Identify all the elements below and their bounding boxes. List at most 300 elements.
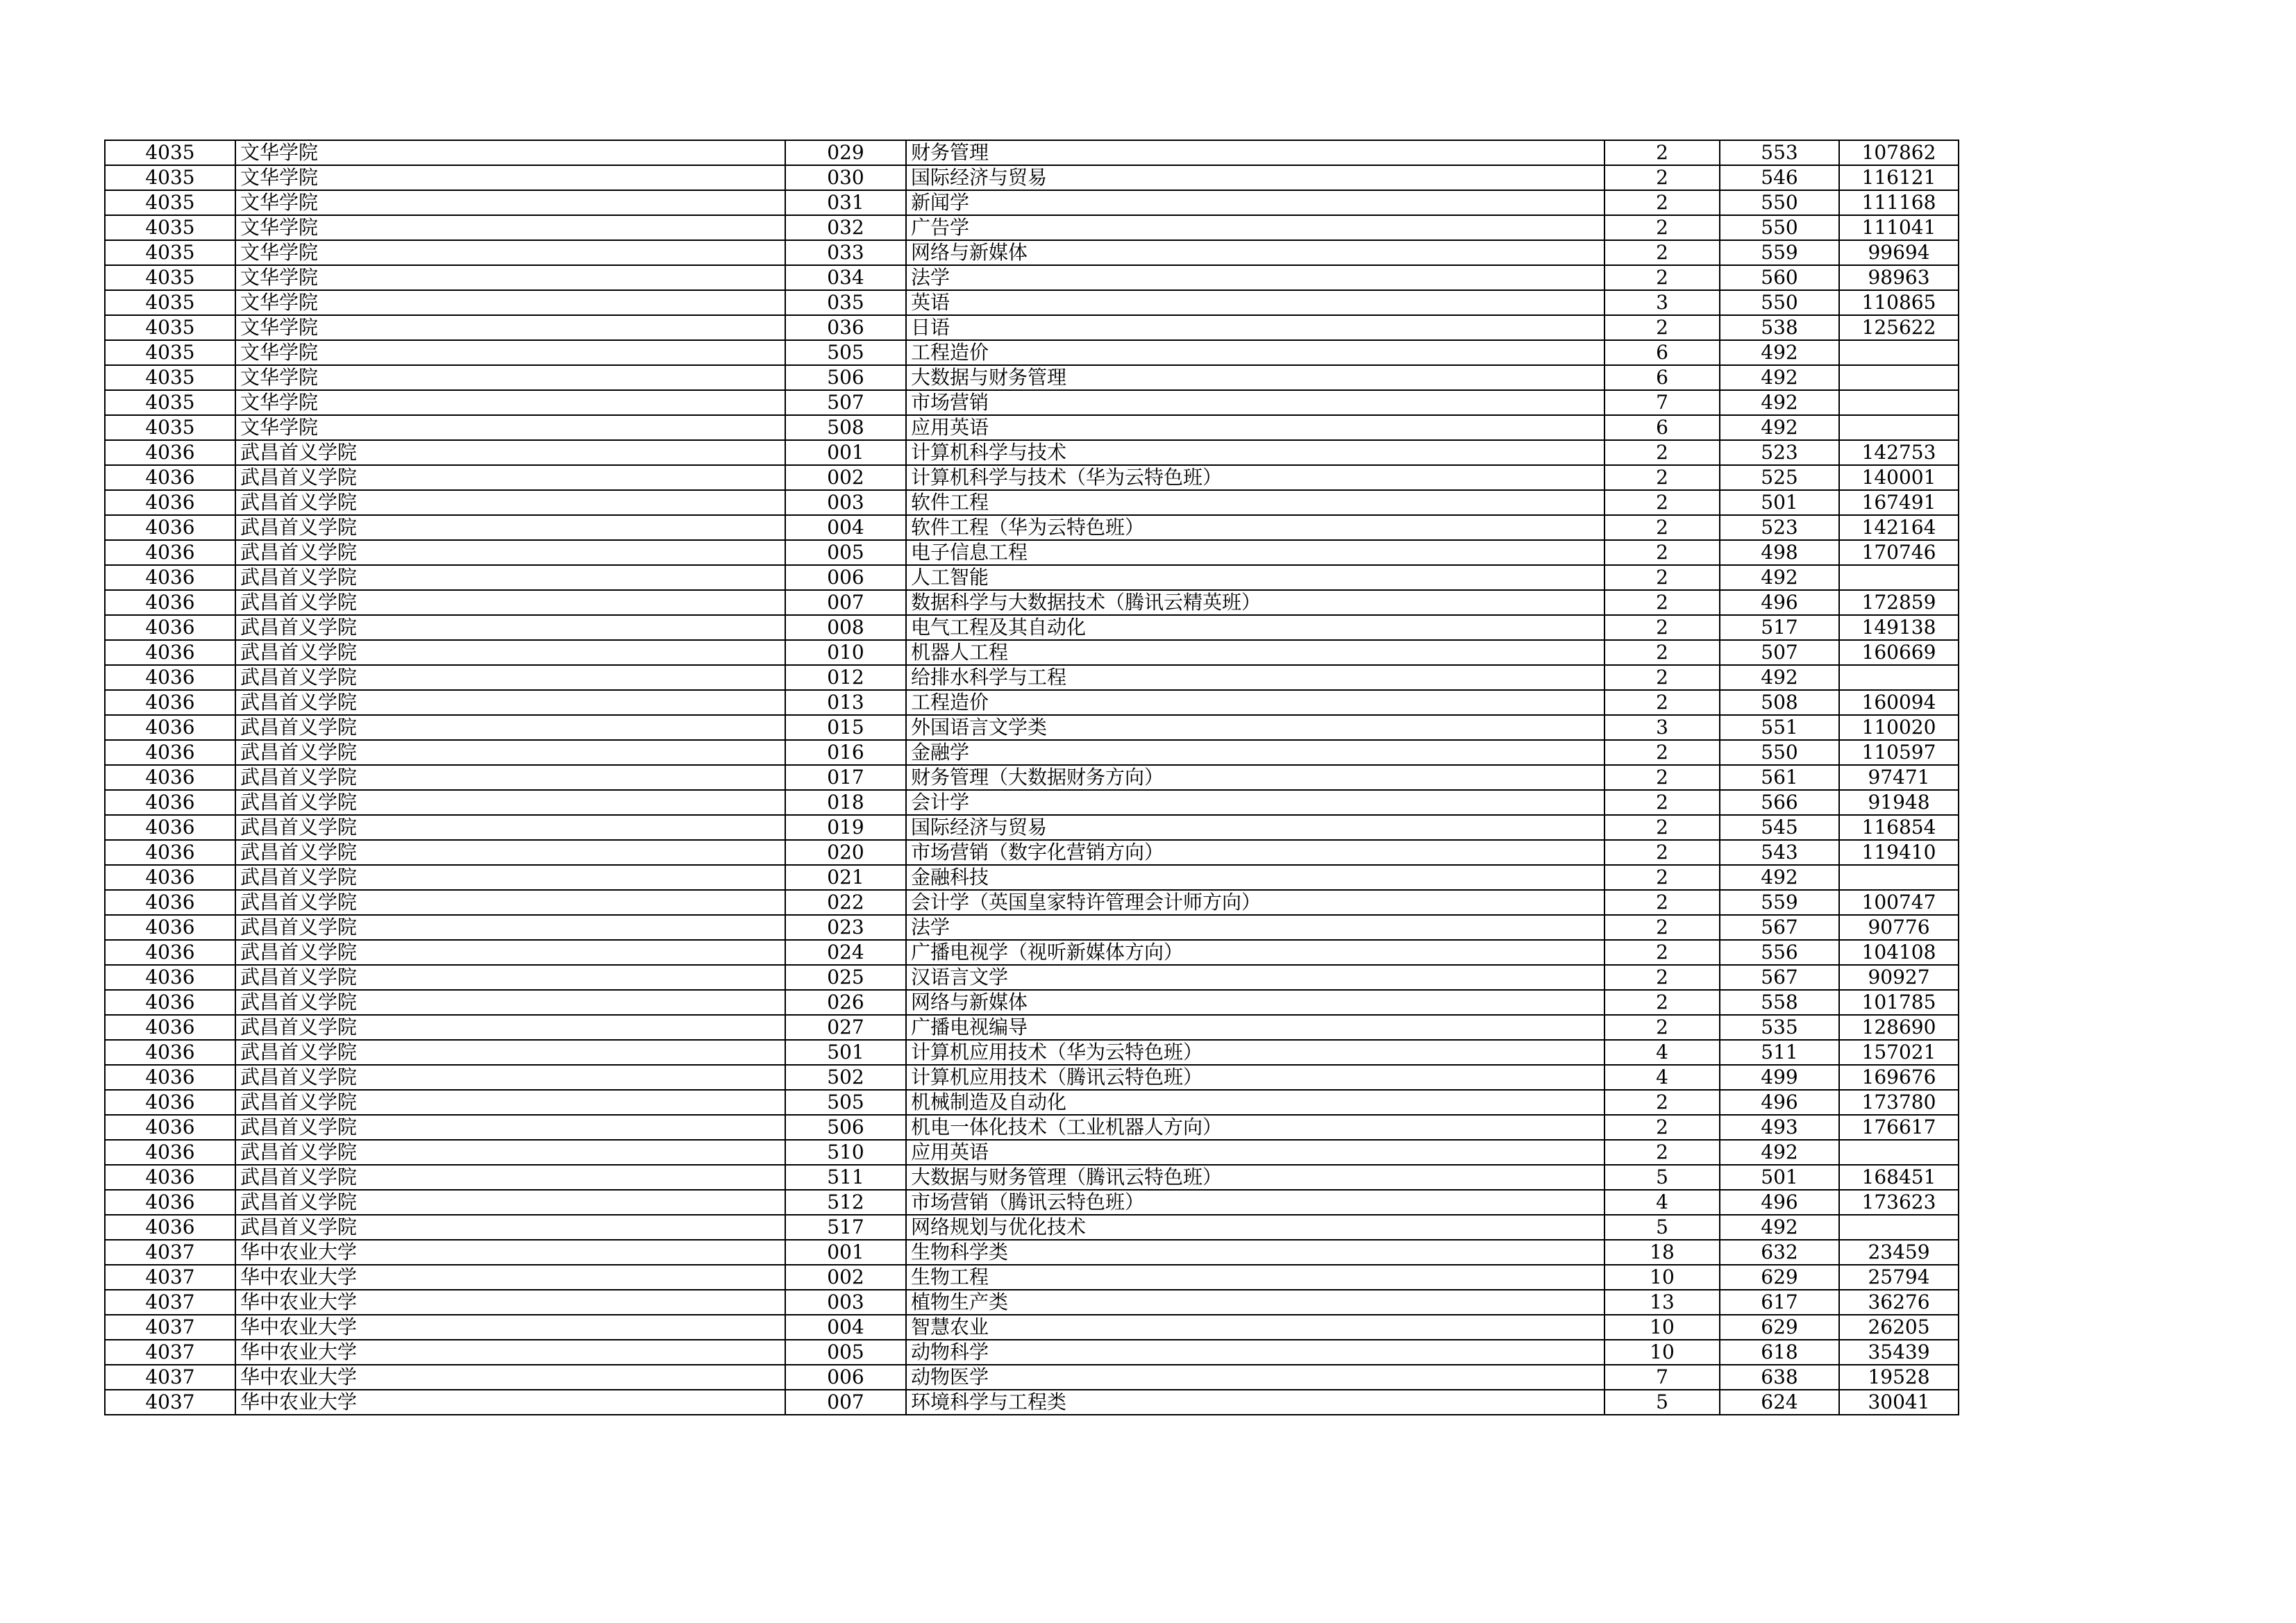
cell-school-name: 武昌首义学院 [235,815,785,840]
cell-major-code: 007 [785,1390,906,1415]
cell-major-name: 智慧农业 [906,1315,1604,1340]
cell-school-name: 华中农业大学 [235,1290,785,1315]
cell-major-name: 计算机应用技术（腾讯云特色班） [906,1065,1604,1090]
cell-plan-count: 2 [1604,590,1720,615]
table-row [105,415,1959,440]
cell-min-score: 561 [1720,765,1839,790]
cell-min-score: 492 [1720,865,1839,890]
cell-school-name: 武昌首义学院 [235,890,785,915]
table-row [105,390,1959,415]
table-row [105,815,1959,840]
cell-min-rank: 160669 [1839,640,1959,665]
cell-school-code: 4035 [105,165,235,190]
cell-min-rank: 111168 [1839,190,1959,215]
cell-plan-count: 6 [1604,340,1720,365]
cell-major-code: 508 [785,415,906,440]
cell-school-name: 武昌首义学院 [235,1065,785,1090]
cell-min-rank [1839,390,1959,415]
cell-plan-count: 2 [1604,1115,1720,1140]
table-row [105,765,1959,790]
cell-school-name: 文华学院 [235,365,785,390]
cell-plan-count: 2 [1604,540,1720,565]
cell-school-name: 华中农业大学 [235,1240,785,1265]
cell-major-name: 广告学 [906,215,1604,240]
cell-major-name: 机械制造及自动化 [906,1090,1604,1115]
cell-min-rank: 101785 [1839,990,1959,1015]
cell-school-code: 4036 [105,715,235,740]
cell-major-code: 517 [785,1215,906,1240]
cell-school-name: 武昌首义学院 [235,765,785,790]
cell-school-code: 4036 [105,765,235,790]
cell-school-code: 4037 [105,1315,235,1340]
cell-major-name: 应用英语 [906,415,1604,440]
cell-plan-count: 2 [1604,240,1720,265]
cell-school-name: 武昌首义学院 [235,740,785,765]
cell-min-rank: 142164 [1839,515,1959,540]
cell-min-score: 629 [1720,1265,1839,1290]
cell-min-score: 638 [1720,1365,1839,1390]
cell-school-code: 4035 [105,240,235,265]
cell-school-name: 武昌首义学院 [235,1040,785,1065]
cell-plan-count: 2 [1604,465,1720,490]
cell-plan-count: 10 [1604,1265,1720,1290]
cell-plan-count: 2 [1604,140,1720,165]
cell-min-score: 496 [1720,1090,1839,1115]
table-row [105,1340,1959,1365]
cell-min-rank: 169676 [1839,1065,1959,1090]
table-body [105,140,1959,1415]
cell-major-code: 004 [785,515,906,540]
cell-major-name: 网络与新媒体 [906,990,1604,1015]
table-row [105,1215,1959,1240]
cell-min-rank: 98963 [1839,265,1959,290]
cell-plan-count: 2 [1604,965,1720,990]
cell-major-name: 网络规划与优化技术 [906,1215,1604,1240]
cell-school-code: 4036 [105,1115,235,1140]
cell-min-score: 551 [1720,715,1839,740]
cell-major-code: 013 [785,690,906,715]
table-row [105,240,1959,265]
cell-major-name: 市场营销（腾讯云特色班） [906,1190,1604,1215]
cell-plan-count: 18 [1604,1240,1720,1265]
cell-min-score: 559 [1720,240,1839,265]
cell-min-score: 567 [1720,915,1839,940]
cell-min-score: 492 [1720,340,1839,365]
cell-major-name: 环境科学与工程类 [906,1390,1604,1415]
cell-major-code: 005 [785,1340,906,1365]
cell-min-score: 550 [1720,190,1839,215]
cell-major-code: 507 [785,390,906,415]
cell-major-name: 网络与新媒体 [906,240,1604,265]
cell-min-score: 546 [1720,165,1839,190]
table-row [105,540,1959,565]
cell-major-name: 法学 [906,915,1604,940]
cell-school-name: 武昌首义学院 [235,490,785,515]
cell-school-code: 4035 [105,340,235,365]
cell-school-code: 4036 [105,940,235,965]
cell-min-score: 629 [1720,1315,1839,1340]
cell-school-code: 4036 [105,1015,235,1040]
cell-school-code: 4036 [105,640,235,665]
cell-min-score: 618 [1720,1340,1839,1365]
cell-school-code: 4037 [105,1340,235,1365]
cell-major-name: 法学 [906,265,1604,290]
cell-plan-count: 2 [1604,765,1720,790]
cell-major-name: 计算机科学与技术 [906,440,1604,465]
cell-school-name: 文华学院 [235,415,785,440]
cell-min-rank: 116854 [1839,815,1959,840]
cell-school-name: 华中农业大学 [235,1315,785,1340]
cell-major-code: 506 [785,1115,906,1140]
cell-major-code: 026 [785,990,906,1015]
cell-plan-count: 7 [1604,390,1720,415]
table-row [105,265,1959,290]
cell-major-code: 505 [785,1090,906,1115]
cell-major-name: 新闻学 [906,190,1604,215]
cell-school-name: 文华学院 [235,190,785,215]
cell-major-name: 日语 [906,315,1604,340]
table-row [105,1140,1959,1165]
cell-min-score: 550 [1720,290,1839,315]
cell-plan-count: 2 [1604,915,1720,940]
cell-min-rank: 36276 [1839,1290,1959,1315]
cell-school-code: 4036 [105,465,235,490]
table-row [105,1115,1959,1140]
cell-major-name: 工程造价 [906,340,1604,365]
cell-school-name: 武昌首义学院 [235,565,785,590]
cell-major-name: 金融学 [906,740,1604,765]
table-row [105,190,1959,215]
cell-min-rank: 167491 [1839,490,1959,515]
cell-min-score: 517 [1720,615,1839,640]
cell-major-name: 财务管理 [906,140,1604,165]
cell-min-rank: 176617 [1839,1115,1959,1140]
table-row [105,315,1959,340]
table-row [105,1290,1959,1315]
cell-major-code: 035 [785,290,906,315]
cell-plan-count: 2 [1604,640,1720,665]
cell-major-name: 软件工程（华为云特色班） [906,515,1604,540]
cell-school-code: 4036 [105,490,235,515]
cell-school-code: 4035 [105,390,235,415]
cell-school-code: 4036 [105,740,235,765]
cell-min-score: 617 [1720,1290,1839,1315]
cell-school-name: 武昌首义学院 [235,540,785,565]
admission-score-table [104,140,1959,1415]
cell-min-rank: 111041 [1839,215,1959,240]
cell-major-name: 广播电视编导 [906,1015,1604,1040]
cell-school-code: 4035 [105,290,235,315]
cell-min-score: 498 [1720,540,1839,565]
cell-plan-count: 2 [1604,665,1720,690]
cell-min-score: 535 [1720,1015,1839,1040]
cell-min-score: 525 [1720,465,1839,490]
cell-min-score: 496 [1720,590,1839,615]
cell-min-rank: 157021 [1839,1040,1959,1065]
cell-min-score: 492 [1720,365,1839,390]
cell-school-code: 4035 [105,365,235,390]
cell-school-name: 武昌首义学院 [235,1165,785,1190]
cell-school-code: 4036 [105,1215,235,1240]
cell-school-name: 武昌首义学院 [235,440,785,465]
cell-school-code: 4036 [105,1065,235,1090]
cell-major-code: 021 [785,865,906,890]
cell-school-name: 武昌首义学院 [235,1190,785,1215]
table-row [105,915,1959,940]
cell-min-rank: 100747 [1839,890,1959,915]
cell-major-code: 018 [785,790,906,815]
cell-major-code: 005 [785,540,906,565]
cell-major-code: 015 [785,715,906,740]
cell-major-name: 软件工程 [906,490,1604,515]
cell-min-score: 492 [1720,565,1839,590]
cell-school-name: 武昌首义学院 [235,590,785,615]
cell-plan-count: 2 [1604,315,1720,340]
cell-plan-count: 2 [1604,1090,1720,1115]
cell-min-score: 550 [1720,215,1839,240]
cell-school-code: 4036 [105,790,235,815]
cell-major-code: 007 [785,590,906,615]
cell-school-code: 4037 [105,1240,235,1265]
cell-min-score: 624 [1720,1390,1839,1415]
cell-min-score: 501 [1720,490,1839,515]
cell-min-rank: 125622 [1839,315,1959,340]
table-row [105,290,1959,315]
cell-min-rank: 168451 [1839,1165,1959,1190]
cell-school-name: 文华学院 [235,165,785,190]
table-row [105,1090,1959,1115]
cell-major-name: 市场营销 [906,390,1604,415]
cell-plan-count: 3 [1604,715,1720,740]
cell-major-code: 510 [785,1140,906,1165]
table-row [105,1065,1959,1090]
table-row [105,1240,1959,1265]
table-row [105,440,1959,465]
cell-min-rank: 110865 [1839,290,1959,315]
cell-min-rank: 90776 [1839,915,1959,940]
cell-school-code: 4037 [105,1390,235,1415]
cell-major-name: 机器人工程 [906,640,1604,665]
cell-major-code: 017 [785,765,906,790]
cell-min-rank: 99694 [1839,240,1959,265]
cell-min-score: 507 [1720,640,1839,665]
cell-school-code: 4036 [105,440,235,465]
cell-min-rank [1839,340,1959,365]
cell-min-rank: 160094 [1839,690,1959,715]
cell-major-name: 应用英语 [906,1140,1604,1165]
cell-plan-count: 6 [1604,365,1720,390]
cell-school-name: 文华学院 [235,240,785,265]
cell-min-score: 523 [1720,515,1839,540]
cell-min-score: 567 [1720,965,1839,990]
cell-school-code: 4036 [105,1090,235,1115]
cell-min-score: 632 [1720,1240,1839,1265]
cell-school-name: 文华学院 [235,340,785,365]
cell-min-rank: 23459 [1839,1240,1959,1265]
cell-min-rank [1839,1215,1959,1240]
cell-min-score: 559 [1720,890,1839,915]
table-row [105,890,1959,915]
cell-plan-count: 3 [1604,290,1720,315]
cell-plan-count: 2 [1604,190,1720,215]
cell-min-rank [1839,415,1959,440]
table-row [105,640,1959,665]
cell-min-rank: 104108 [1839,940,1959,965]
cell-school-code: 4035 [105,140,235,165]
cell-min-score: 493 [1720,1115,1839,1140]
cell-min-score: 553 [1720,140,1839,165]
cell-school-code: 4036 [105,615,235,640]
cell-plan-count: 2 [1604,990,1720,1015]
cell-plan-count: 2 [1604,1015,1720,1040]
cell-school-name: 武昌首义学院 [235,990,785,1015]
cell-plan-count: 5 [1604,1165,1720,1190]
cell-major-code: 002 [785,465,906,490]
cell-min-rank: 35439 [1839,1340,1959,1365]
cell-school-code: 4036 [105,565,235,590]
table-row [105,865,1959,890]
table-row [105,490,1959,515]
cell-min-rank: 107862 [1839,140,1959,165]
cell-major-name: 大数据与财务管理（腾讯云特色班） [906,1165,1604,1190]
cell-min-rank: 173780 [1839,1090,1959,1115]
cell-school-name: 武昌首义学院 [235,965,785,990]
cell-min-score: 508 [1720,690,1839,715]
cell-major-code: 032 [785,215,906,240]
cell-min-rank: 110020 [1839,715,1959,740]
cell-min-score: 523 [1720,440,1839,465]
cell-plan-count: 2 [1604,490,1720,515]
cell-plan-count: 2 [1604,265,1720,290]
cell-major-name: 大数据与财务管理 [906,365,1604,390]
cell-school-name: 文华学院 [235,265,785,290]
cell-school-code: 4036 [105,590,235,615]
cell-min-score: 511 [1720,1040,1839,1065]
cell-min-rank: 172859 [1839,590,1959,615]
cell-major-name: 会计学 [906,790,1604,815]
cell-plan-count: 4 [1604,1065,1720,1090]
cell-school-code: 4036 [105,990,235,1015]
table-row [105,1165,1959,1190]
cell-school-name: 武昌首义学院 [235,1115,785,1140]
cell-school-name: 文华学院 [235,140,785,165]
cell-major-code: 036 [785,315,906,340]
cell-min-score: 543 [1720,840,1839,865]
cell-plan-count: 2 [1604,1140,1720,1165]
cell-major-code: 501 [785,1040,906,1065]
table-row [105,515,1959,540]
cell-school-name: 文华学院 [235,290,785,315]
cell-major-name: 电子信息工程 [906,540,1604,565]
cell-min-rank: 97471 [1839,765,1959,790]
cell-min-rank: 140001 [1839,465,1959,490]
cell-school-name: 武昌首义学院 [235,465,785,490]
cell-major-name: 人工智能 [906,565,1604,590]
table-row [105,1190,1959,1215]
cell-school-name: 武昌首义学院 [235,940,785,965]
cell-major-code: 027 [785,1015,906,1040]
cell-major-code: 020 [785,840,906,865]
cell-plan-count: 2 [1604,215,1720,240]
cell-min-rank: 26205 [1839,1315,1959,1340]
cell-major-code: 511 [785,1165,906,1190]
table-row [105,940,1959,965]
cell-major-name: 机电一体化技术（工业机器人方向） [906,1115,1604,1140]
cell-school-code: 4035 [105,190,235,215]
cell-school-code: 4035 [105,215,235,240]
cell-major-name: 广播电视学（视听新媒体方向） [906,940,1604,965]
table-row [105,465,1959,490]
cell-major-name: 英语 [906,290,1604,315]
cell-major-name: 财务管理（大数据财务方向） [906,765,1604,790]
cell-major-name: 计算机应用技术（华为云特色班） [906,1040,1604,1065]
cell-school-code: 4036 [105,915,235,940]
cell-plan-count: 2 [1604,515,1720,540]
table-row [105,340,1959,365]
cell-min-rank: 110597 [1839,740,1959,765]
cell-min-score: 545 [1720,815,1839,840]
table-row [105,365,1959,390]
cell-plan-count: 13 [1604,1290,1720,1315]
cell-school-code: 4036 [105,1165,235,1190]
cell-school-name: 武昌首义学院 [235,840,785,865]
cell-school-code: 4035 [105,415,235,440]
cell-school-code: 4036 [105,515,235,540]
cell-school-code: 4037 [105,1265,235,1290]
cell-min-rank: 25794 [1839,1265,1959,1290]
cell-major-code: 023 [785,915,906,940]
cell-plan-count: 4 [1604,1190,1720,1215]
cell-major-name: 数据科学与大数据技术（腾讯云精英班） [906,590,1604,615]
cell-major-name: 外国语言文学类 [906,715,1604,740]
cell-school-name: 武昌首义学院 [235,1090,785,1115]
cell-major-code: 022 [785,890,906,915]
table-row [105,615,1959,640]
cell-min-score: 550 [1720,740,1839,765]
cell-min-score: 499 [1720,1065,1839,1090]
cell-plan-count: 2 [1604,865,1720,890]
cell-min-rank [1839,665,1959,690]
cell-school-code: 4036 [105,890,235,915]
cell-plan-count: 2 [1604,690,1720,715]
table-row [105,1315,1959,1340]
cell-min-rank: 119410 [1839,840,1959,865]
cell-school-name: 武昌首义学院 [235,790,785,815]
cell-school-code: 4036 [105,1190,235,1215]
cell-school-name: 文华学院 [235,215,785,240]
cell-plan-count: 2 [1604,790,1720,815]
cell-min-rank: 170746 [1839,540,1959,565]
table-row [105,215,1959,240]
cell-school-name: 武昌首义学院 [235,515,785,540]
cell-school-code: 4036 [105,840,235,865]
cell-school-code: 4035 [105,265,235,290]
cell-school-code: 4036 [105,690,235,715]
cell-min-rank [1839,565,1959,590]
cell-plan-count: 7 [1604,1365,1720,1390]
cell-major-code: 003 [785,490,906,515]
cell-major-code: 016 [785,740,906,765]
table-row [105,165,1959,190]
cell-major-code: 010 [785,640,906,665]
cell-major-code: 024 [785,940,906,965]
cell-school-code: 4035 [105,315,235,340]
cell-school-name: 武昌首义学院 [235,640,785,665]
cell-min-rank: 91948 [1839,790,1959,815]
cell-plan-count: 2 [1604,615,1720,640]
table-row [105,1365,1959,1390]
cell-school-name: 武昌首义学院 [235,865,785,890]
